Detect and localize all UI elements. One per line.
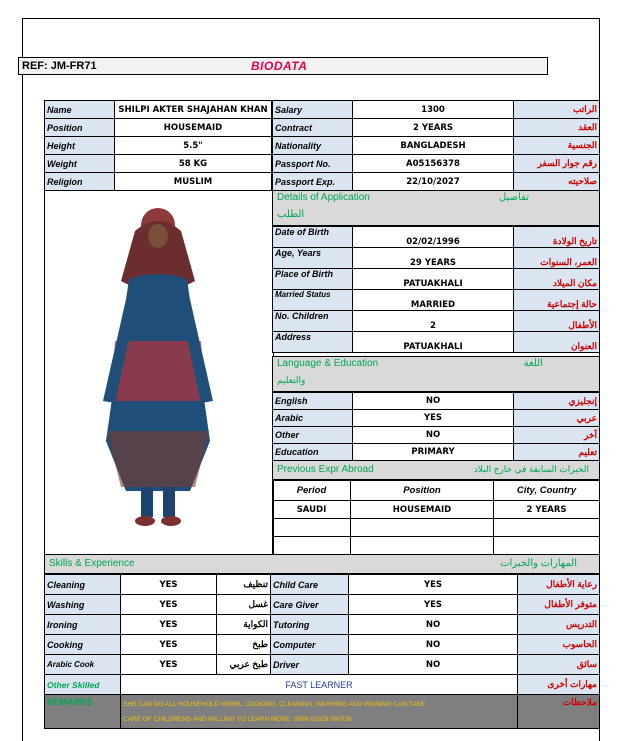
language-table xyxy=(272,392,600,461)
application-row xyxy=(273,290,600,311)
skills-row xyxy=(45,575,600,595)
application-ar: حالة إجتماعية xyxy=(514,290,600,311)
language-label: Arabic xyxy=(273,410,353,427)
experience-cell: SAUDI xyxy=(273,501,351,519)
language-label: English xyxy=(273,393,353,410)
skills-row xyxy=(45,655,600,675)
experience-row xyxy=(273,537,600,555)
language-value: NO xyxy=(353,393,514,410)
other-skilled-ar: مهارات أخرى xyxy=(518,675,600,695)
passport-ar: الجنسية xyxy=(514,137,600,155)
experience-row xyxy=(273,519,600,537)
photo-frame xyxy=(44,190,274,556)
skill-ar: التدريس xyxy=(518,615,600,635)
remarks-line-2: CARE OF CHILDRENS AND WILLING TO LEARN MORE. 0088 01629 560726 xyxy=(123,715,352,723)
application-value: PATUAKHALI xyxy=(353,269,514,290)
language-title-ar: اللغة xyxy=(523,358,543,369)
skill-value: YES xyxy=(349,595,518,615)
passport-ar: الراتب xyxy=(514,101,600,119)
personal-row xyxy=(45,137,272,155)
experience-column-header: Period xyxy=(273,481,351,501)
experience-cell xyxy=(494,519,600,537)
language-ar: إنجليزي xyxy=(514,393,600,410)
skills-row xyxy=(45,615,600,635)
personal-row xyxy=(45,119,272,137)
passport-row xyxy=(273,173,600,191)
passport-row xyxy=(273,101,600,119)
remarks-ar: ملاحظات xyxy=(518,695,600,729)
application-value: MARRIED xyxy=(353,290,514,311)
passport-value: A05156378 xyxy=(353,155,514,173)
language-row xyxy=(273,393,600,410)
skill-ar: طبخ xyxy=(217,635,271,655)
application-label: No. Children xyxy=(273,311,353,332)
application-value: 29 YEARS xyxy=(353,248,514,269)
application-ar: العنوان xyxy=(514,332,600,353)
personal-value: MUSLIM xyxy=(115,173,272,191)
application-ar: العمر، السنوات xyxy=(514,248,600,269)
application-value: PATUAKHALI xyxy=(353,332,514,353)
page-title: BIODATA xyxy=(251,59,308,73)
passport-ar: صلاحيته xyxy=(514,173,600,191)
experience-cell xyxy=(273,519,351,537)
language-ar: تعليم xyxy=(514,444,600,461)
language-section-header xyxy=(272,356,600,392)
skills-table xyxy=(44,574,600,675)
passport-label: Contract xyxy=(273,119,353,137)
application-title-ar: تفاصيل xyxy=(499,192,529,203)
personal-row xyxy=(45,155,272,173)
application-row xyxy=(273,332,600,353)
personal-label: Name xyxy=(45,101,115,119)
personal-table xyxy=(44,100,272,191)
language-title-ar2: والتعليم xyxy=(277,375,306,385)
application-row xyxy=(273,269,600,290)
experience-title: Previous Expr Abroad xyxy=(277,464,374,475)
language-label: Education xyxy=(273,444,353,461)
application-ar: الأطفال xyxy=(514,311,600,332)
personal-value: 5.5" xyxy=(115,137,272,155)
personal-label: Height xyxy=(45,137,115,155)
other-skilled-value: FAST LEARNER xyxy=(121,675,518,695)
passport-row xyxy=(273,155,600,173)
experience-row xyxy=(273,501,600,519)
language-value: YES xyxy=(353,410,514,427)
remarks-line-1: SHE CAN DO ALL HOUSEHOLD WORK, COOKING, CLEANING, WASHING AND IRONING CAN TAKE xyxy=(123,700,426,708)
reference-number: REF: JM-FR71 xyxy=(22,60,97,72)
skills-section-header xyxy=(44,554,600,574)
application-title: Details of Application xyxy=(277,192,370,203)
passport-table xyxy=(272,100,600,191)
language-value: PRIMARY xyxy=(353,444,514,461)
remarks-label: REMARKS xyxy=(45,695,121,729)
skill-label: Washing xyxy=(45,595,121,615)
skill-label: Tutoring xyxy=(271,615,349,635)
experience-cell xyxy=(350,519,493,537)
passport-row xyxy=(273,137,600,155)
header-bar xyxy=(18,57,548,75)
experience-cell: HOUSEMAID xyxy=(350,501,493,519)
language-value: NO xyxy=(353,427,514,444)
skill-value: YES xyxy=(121,575,217,595)
application-label: Date of Birth xyxy=(273,227,353,248)
passport-label: Passport No. xyxy=(273,155,353,173)
skill-ar: الكواية xyxy=(217,615,271,635)
application-ar: تاريخ الولادة xyxy=(514,227,600,248)
application-value: 2 xyxy=(353,311,514,332)
passport-value: 22/10/2027 xyxy=(353,173,514,191)
skill-ar: طبخ عربي xyxy=(217,655,271,675)
personal-label: Weight xyxy=(45,155,115,173)
experience-cell xyxy=(494,537,600,555)
skill-label: Child Care xyxy=(271,575,349,595)
experience-cell: 2 YEARS xyxy=(494,501,600,519)
passport-value: 2 YEARS xyxy=(353,119,514,137)
application-label: Married Status xyxy=(273,290,353,311)
application-row xyxy=(273,311,600,332)
passport-label: Nationality xyxy=(273,137,353,155)
experience-cell xyxy=(273,537,351,555)
personal-label: Position xyxy=(45,119,115,137)
skills-row xyxy=(45,595,600,615)
other-skills-table xyxy=(44,674,600,729)
skill-ar: سائق xyxy=(518,655,600,675)
application-label: Address xyxy=(273,332,353,353)
skill-label: Care Giver xyxy=(271,595,349,615)
remarks-value xyxy=(121,695,518,729)
personal-value: SHILPI AKTER SHAJAHAN KHAN xyxy=(115,101,272,119)
skill-ar: متوفر الأطفال xyxy=(518,595,600,615)
skill-value: YES xyxy=(349,575,518,595)
language-row xyxy=(273,410,600,427)
personal-row xyxy=(45,101,272,119)
skills-row xyxy=(45,635,600,655)
personal-value: 58 KG xyxy=(115,155,272,173)
experience-cell xyxy=(350,537,493,555)
skill-value: NO xyxy=(349,615,518,635)
passport-ar: رقم جوار السفر xyxy=(514,155,600,173)
skill-value: YES xyxy=(121,615,217,635)
passport-label: Salary xyxy=(273,101,353,119)
skill-value: NO xyxy=(349,655,518,675)
language-row xyxy=(273,427,600,444)
application-row xyxy=(273,248,600,269)
personal-row xyxy=(45,173,272,191)
application-label: Age, Years xyxy=(273,248,353,269)
skill-value: YES xyxy=(121,635,217,655)
language-row xyxy=(273,444,600,461)
application-value: 02/02/1996 xyxy=(353,227,514,248)
skill-ar: الحاسوب xyxy=(518,635,600,655)
experience-title-ar: الخبرات السابقة في خارج البلاد xyxy=(473,464,589,474)
application-table xyxy=(272,226,600,353)
experience-section-header xyxy=(272,460,600,480)
passport-value: 1300 xyxy=(353,101,514,119)
language-title: Language & Education xyxy=(277,358,379,369)
passport-label: Passport Exp. xyxy=(273,173,353,191)
language-label: Other xyxy=(273,427,353,444)
candidate-photo xyxy=(45,191,271,553)
language-ar: عربي xyxy=(514,410,600,427)
passport-ar: العقد xyxy=(514,119,600,137)
passport-row xyxy=(273,119,600,137)
skill-label: Driver xyxy=(271,655,349,675)
personal-label: Religion xyxy=(45,173,115,191)
skill-label: Cooking xyxy=(45,635,121,655)
skill-label: Ironing xyxy=(45,615,121,635)
skill-ar: تنظيف xyxy=(217,575,271,595)
experience-column-header: Position xyxy=(350,481,493,501)
skill-ar: غسل xyxy=(217,595,271,615)
skill-value: YES xyxy=(121,655,217,675)
skill-value: NO xyxy=(349,635,518,655)
application-label: Place of Birth xyxy=(273,269,353,290)
application-row xyxy=(273,227,600,248)
experience-header-row xyxy=(273,481,600,501)
skill-label: Cleaning xyxy=(45,575,121,595)
skills-title-ar: المهارات والخبرات xyxy=(500,558,577,569)
application-ar: مكان الميلاد xyxy=(514,269,600,290)
skill-value: YES xyxy=(121,595,217,615)
other-skilled-label: Other Skilled xyxy=(45,675,121,695)
personal-value: HOUSEMAID xyxy=(115,119,272,137)
experience-table xyxy=(272,480,600,555)
skill-label: Computer xyxy=(271,635,349,655)
passport-value: BANGLADESH xyxy=(353,137,514,155)
experience-column-header: City, Country xyxy=(494,481,600,501)
application-section-header xyxy=(272,190,600,226)
skills-title: Skills & Experience xyxy=(49,558,135,569)
application-title-ar2: الطلب xyxy=(277,209,305,220)
skill-label: Arabic Cook xyxy=(45,655,121,675)
language-ar: آخر xyxy=(514,427,600,444)
skill-ar: رعاية الأطفال xyxy=(518,575,600,595)
